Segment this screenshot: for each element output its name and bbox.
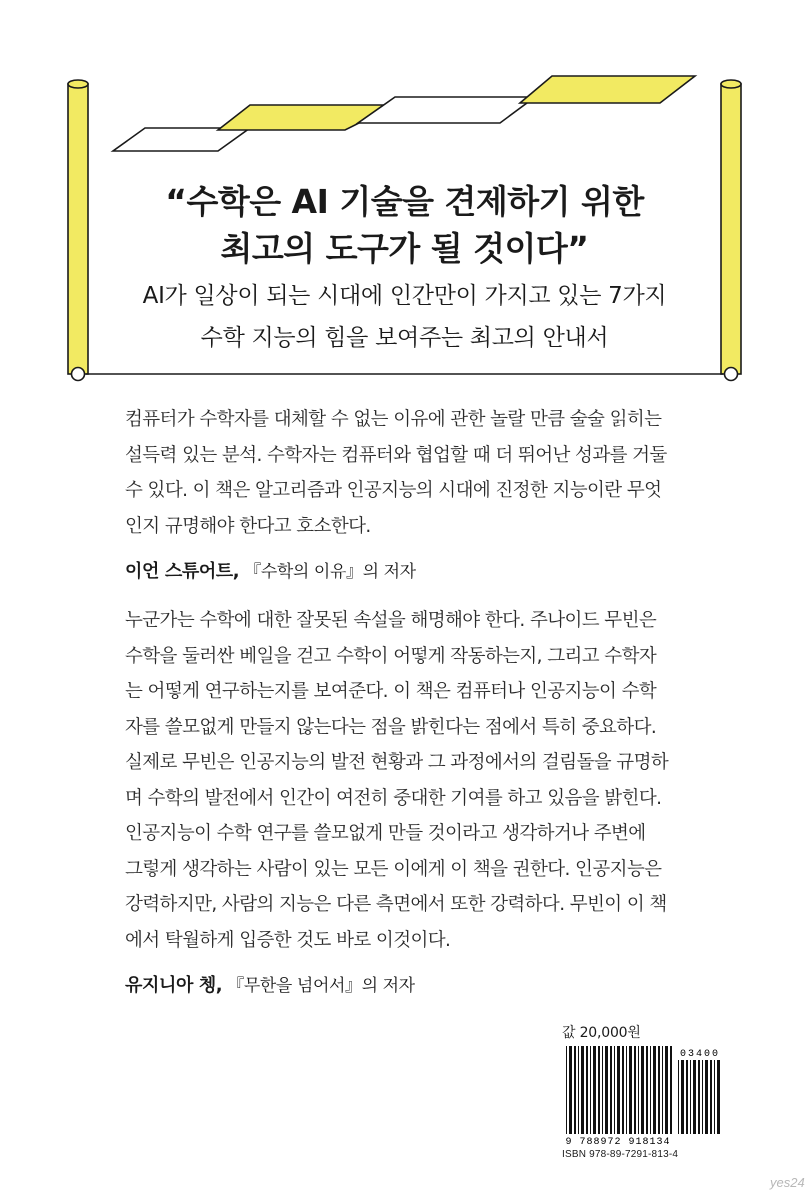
review-2-line: 는 어떻게 연구하는지를 보여준다. 이 책은 컴퓨터나 인공지능이 수학: [125, 681, 657, 702]
barcode: [560, 1044, 724, 1148]
watermark-logo: yes24: [770, 1175, 805, 1190]
subheadline-line-2: 수학 지능의 힘을 보여주는 최고의 안내서: [200, 325, 609, 351]
barcode-bar: [693, 1060, 696, 1134]
barcode-bar: [610, 1046, 612, 1134]
isbn-label: ISBN 978-89-7291-813-4: [562, 1149, 679, 1160]
barcode-bar: [690, 1060, 691, 1134]
review-1: [125, 402, 705, 591]
barcode-bar: [586, 1046, 588, 1134]
barcode-bar: [686, 1060, 688, 1134]
review-1-line: 수 있다. 이 책은 알고리즘과 인공지능의 시대에 진정한 지능이란 무엇: [125, 480, 662, 501]
review-1-book: 『수학의 이유』의 저자: [244, 562, 416, 582]
review-2-attribution: [125, 968, 705, 1005]
headline-line-2: 최고의 도구가 될 것이다”: [220, 229, 589, 268]
left-knot: [72, 368, 85, 381]
barcode-bar: [665, 1046, 668, 1134]
review-2-line: 누군가는 수학에 대한 잘못된 속설을 해명해야 한다. 주나이드 무빈은: [125, 610, 657, 631]
review-1-author: 이언 스튜어트,: [125, 561, 240, 582]
barcode-bar: [605, 1046, 608, 1134]
headline-line-1: “수학은 AI 기술을 견제하기 위한: [165, 182, 644, 221]
barcode-bar: [634, 1046, 636, 1134]
review-2-line: 실제로 무빈은 인공지능의 발전 현황과 그 과정에서의 걸림돌을 규명하: [125, 752, 669, 773]
barcode-bar: [598, 1046, 600, 1134]
barcode-bar: [638, 1046, 639, 1134]
review-1-line: 설득력 있는 분석. 수학자는 컴퓨터와 협업할 때 더 뛰어난 성과를 거둘: [125, 444, 667, 466]
yellow-tile-2: [520, 76, 695, 103]
barcode-addon-digits: 03400: [679, 1049, 721, 1060]
barcode-bar: [662, 1046, 663, 1134]
review-2-line: 그렇게 생각하는 사람이 있는 모든 이에게 이 책을 권한다. 인공지능은: [125, 858, 662, 880]
barcode-bar: [574, 1046, 576, 1134]
barcode-bar: [617, 1046, 620, 1134]
subheadline-line-1: AI가 일상이 되는 시대에 인간만이 가지고 있는 7가지: [142, 283, 667, 309]
left-pole-top: [68, 80, 88, 88]
barcode-bar: [590, 1046, 591, 1134]
review-1-line: 컴퓨터가 수학자를 대체할 수 없는 이유에 관한 놀랄 만큼 술술 읽히는: [125, 409, 662, 430]
review-2-line: 수학을 둘러싼 베일을 걷고 수학이 어떻게 작동하는지, 그리고 수학자: [125, 645, 657, 667]
review-2-line: 인공지능이 수학 연구를 쓸모없게 만들 것이라고 생각하거나 주변에: [125, 823, 646, 844]
barcode-bar: [569, 1046, 572, 1134]
review-2-line: 며 수학의 발전에서 인간이 여전히 중대한 기여를 하고 있음을 밝힌다.: [125, 787, 662, 809]
headline: [0, 178, 809, 272]
barcode-bar: [602, 1046, 603, 1134]
review-1-text: [125, 402, 705, 544]
barcode-bar: [705, 1060, 708, 1134]
barcode-bar: [614, 1046, 615, 1134]
barcode-bar: [710, 1060, 712, 1134]
barcode-bar: [578, 1046, 579, 1134]
barcode-bar: [714, 1060, 715, 1134]
review-2: [125, 603, 705, 1005]
barcode-bar: [717, 1060, 720, 1134]
right-knot: [725, 368, 738, 381]
review-1-attribution: [125, 554, 705, 591]
review-2-book: 『무한을 넘어서』의 저자: [227, 976, 415, 996]
review-2-text: [125, 603, 705, 958]
right-pole-top: [721, 80, 741, 88]
barcode-bar: [702, 1060, 703, 1134]
review-2-line: 자를 쓸모없게 만들지 않는다는 점을 밝힌다는 점에서 특히 중요하다.: [125, 716, 657, 738]
barcode-bar: [678, 1060, 679, 1134]
barcode-ean-digits: 9 788972 918134: [565, 1137, 671, 1148]
price-label: 값 20,000원: [562, 1025, 641, 1041]
barcode-bar: [566, 1046, 567, 1134]
barcode-bar: [698, 1060, 700, 1134]
barcode-bar: [646, 1046, 648, 1134]
barcode-bar: [650, 1046, 651, 1134]
review-1-line: 인지 규명해야 한다고 호소한다.: [125, 515, 371, 537]
barcode-bar: [681, 1060, 684, 1134]
barcode-bar: [641, 1046, 644, 1134]
barcode-bar: [658, 1046, 660, 1134]
white-tile-2: [358, 97, 535, 123]
barcode-bar: [626, 1046, 627, 1134]
review-2-line: 강력하지만, 사람의 지능은 다른 측면에서 또한 강력하다. 무빈이 이 책: [125, 894, 667, 915]
barcode-bar: [593, 1046, 596, 1134]
barcode-bar: [670, 1046, 672, 1134]
review-2-author: 유지니아 쳉,: [125, 975, 223, 996]
barcode-bar: [622, 1046, 624, 1134]
subheadline: [0, 275, 809, 359]
review-2-line: 에서 탁월하게 입증한 것도 바로 이것이다.: [125, 929, 451, 951]
barcode-bar: [653, 1046, 656, 1134]
barcode-bar: [581, 1046, 584, 1134]
white-tile-1: [113, 128, 250, 151]
barcode-bar: [629, 1046, 632, 1134]
barcode-block: [560, 1022, 724, 1160]
